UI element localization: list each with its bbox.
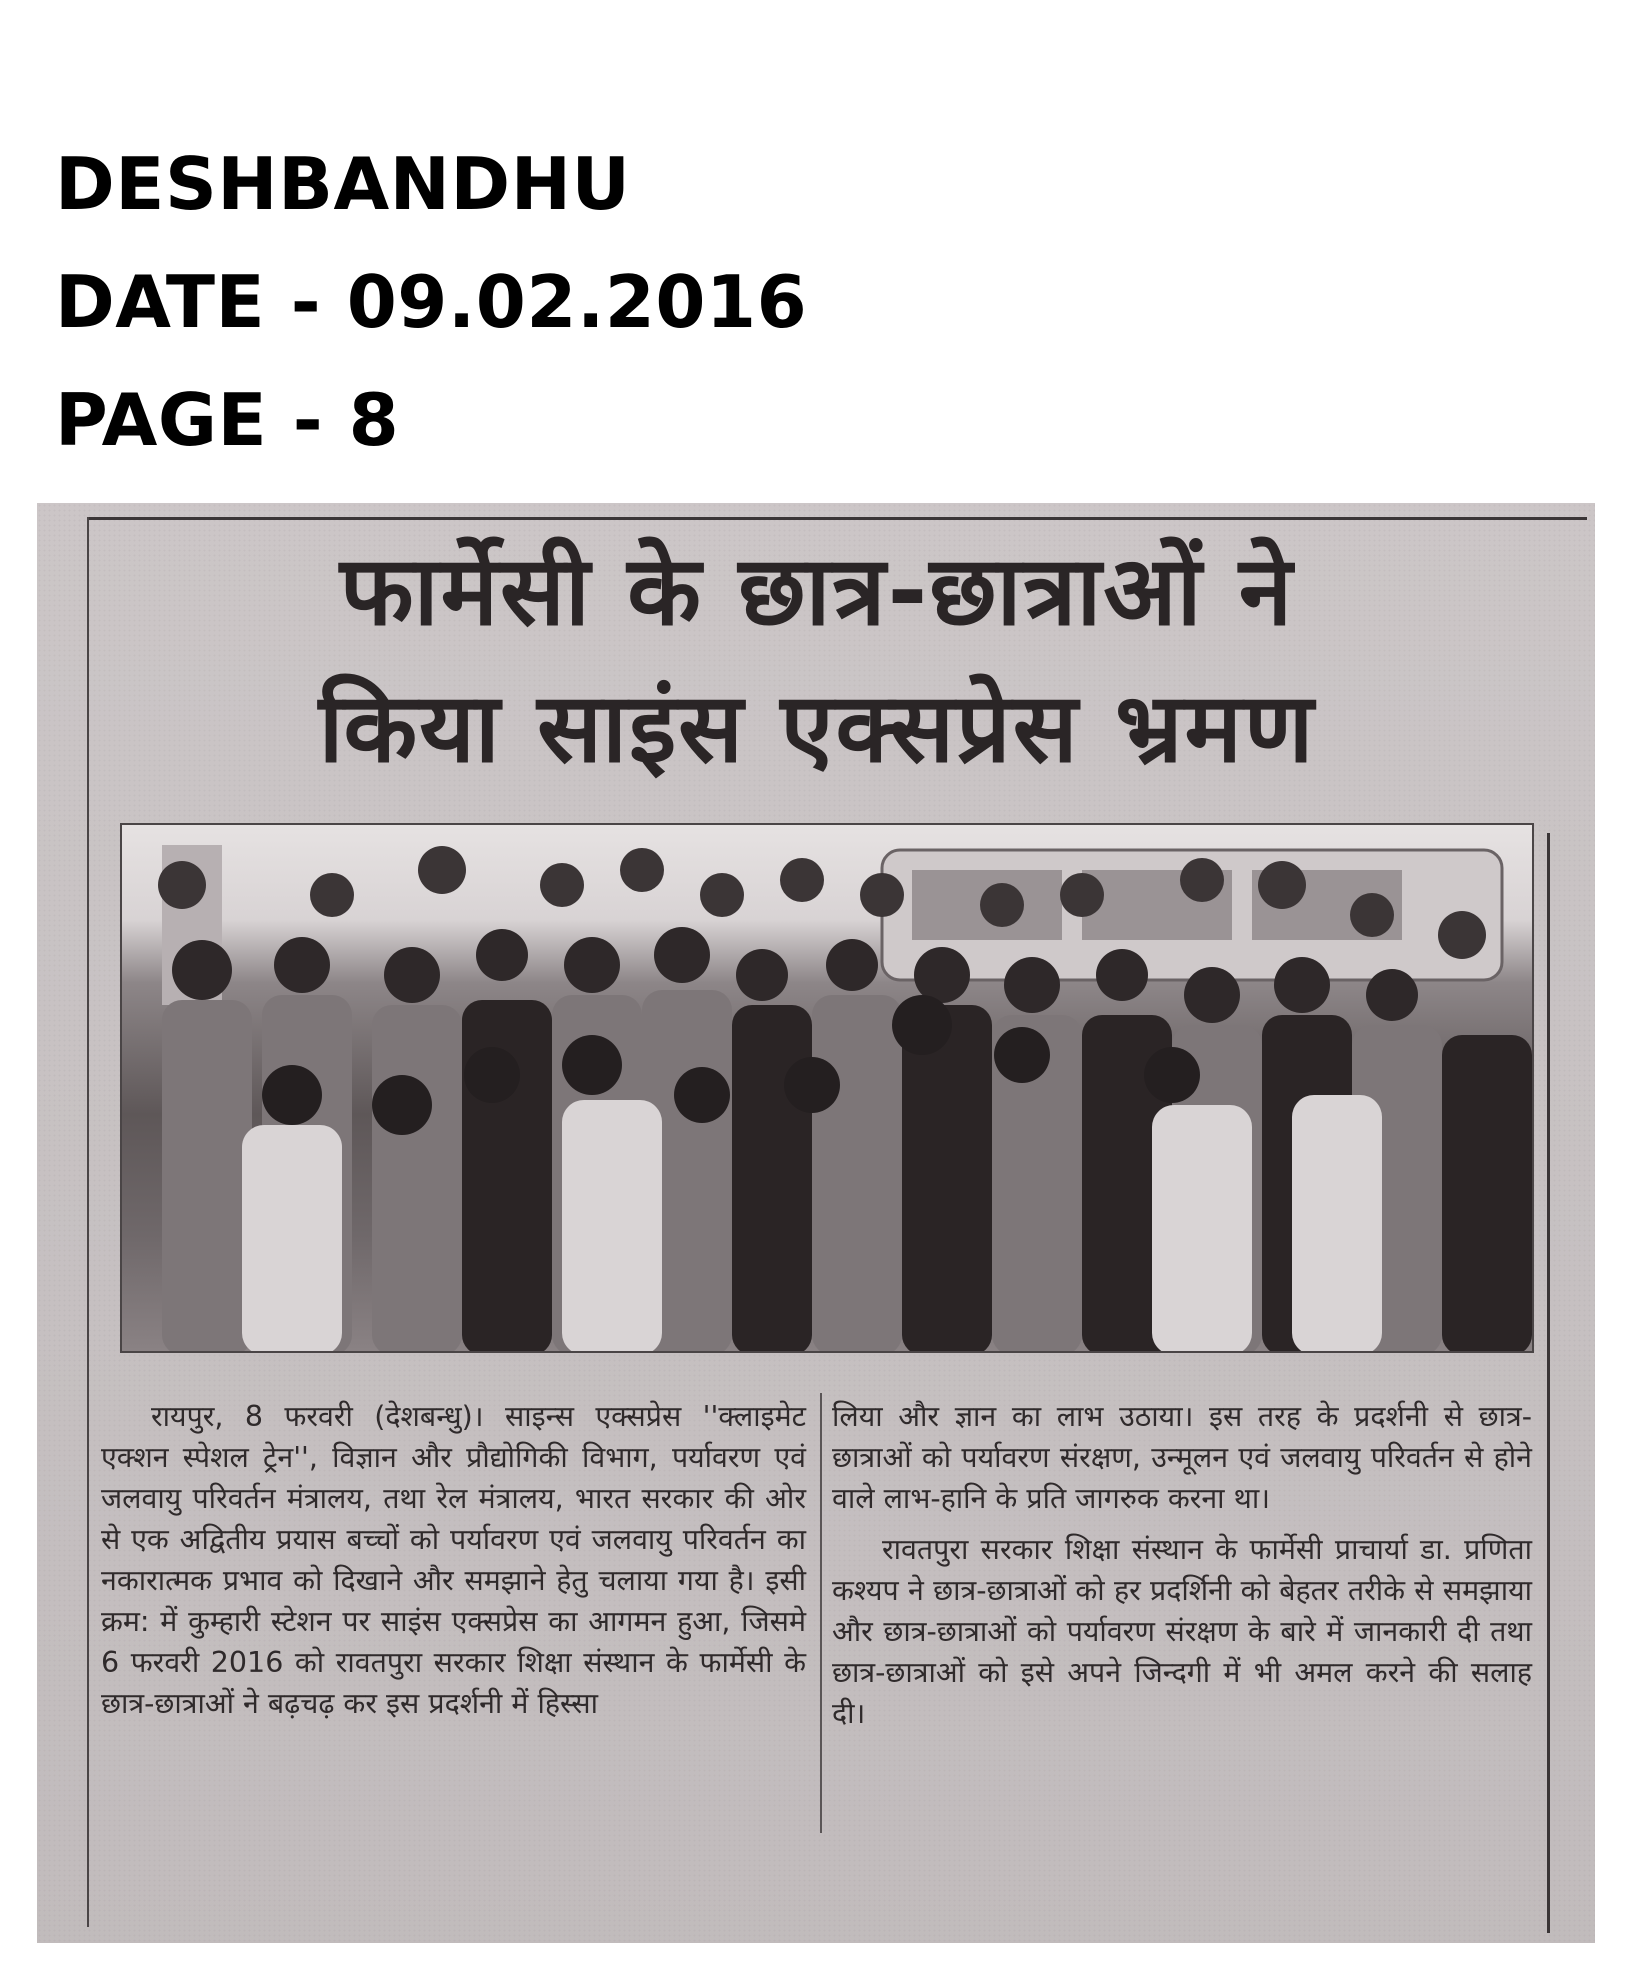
right-rule [1547, 833, 1550, 1933]
article-paragraph: रावतपुरा सरकार शिक्षा संस्थान के फार्मेसी प्राचार्या डा. प्रणिता कश्यप ने छात्र-छात्राओं को हर प्रदर्शिनी को बेहतर तरीके से समझाया और छात्र-छात्राओं को पर्यावरण संरक्षण के बारे में जानकारी दी तथा छात्र-छात्राओं को इसे अपने जिन्दगी में भी अमल करने की सलाह दी। [832, 1533, 1532, 1730]
clipping-caption [55, 125, 807, 479]
headline-line-2: किया साइंस एक्सप्रेस भ्रमण [318, 672, 1316, 784]
publication-date: DATE - 09.02.2016 [55, 260, 808, 344]
column-divider [820, 1393, 822, 1833]
article-right-column [832, 1396, 1532, 1744]
article-paragraph: रायपुर, 8 फरवरी (देशबन्धु)। साइन्स एक्सप्रेस ''क्लाइमेट एक्शन स्पेशल ट्रेन'', विज्ञान और प्रौद्योगिकी विभाग, पर्यावरण एवं जलवायु परिवर्तन मंत्रालय, तथा रेल मंत्रालय, भारत सरकार की ओर से एक अद्वितीय प्रयास बच्चों को पर्यावरण एवं जलवायु परिवर्तन का नकारात्मक प्रभाव को दिखाने और समझाने हेतु चलाया गया है। इसी क्रम: में कुम्हारी स्टेशन पर साइंस एक्सप्रेस का आगमन हुआ, जिसमे 6 फरवरी 2016 को रावतपुरा सरकार शिक्षा संस्थान के फार्मेसी के छात्र-छात्राओं ने बढ़चढ़ कर इस प्रदर्शनी में हिस्सा [101, 1400, 806, 1720]
group-photo [120, 823, 1534, 1353]
newspaper-name: DESHBANDHU [55, 142, 631, 226]
group-photo-illustration [122, 825, 1534, 1353]
headline-line-1: फार्मेसी के छात्र-छात्राओं ने [339, 535, 1295, 647]
top-rule [87, 517, 1587, 520]
newspaper-clipping [37, 503, 1595, 1943]
left-rule [87, 517, 89, 1927]
page-number: PAGE - 8 [55, 378, 400, 462]
article-paragraph: लिया और ज्ञान का लाभ उठाया। इस तरह के प्रदर्शनी से छात्र-छात्राओं को पर्यावरण संरक्षण, उन्मूलन एवं जलवायु परिवर्तन से होने वाले लाभ-हानि के प्रति जागरुक करना था। [832, 1400, 1532, 1515]
article-left-column [101, 1396, 806, 1734]
